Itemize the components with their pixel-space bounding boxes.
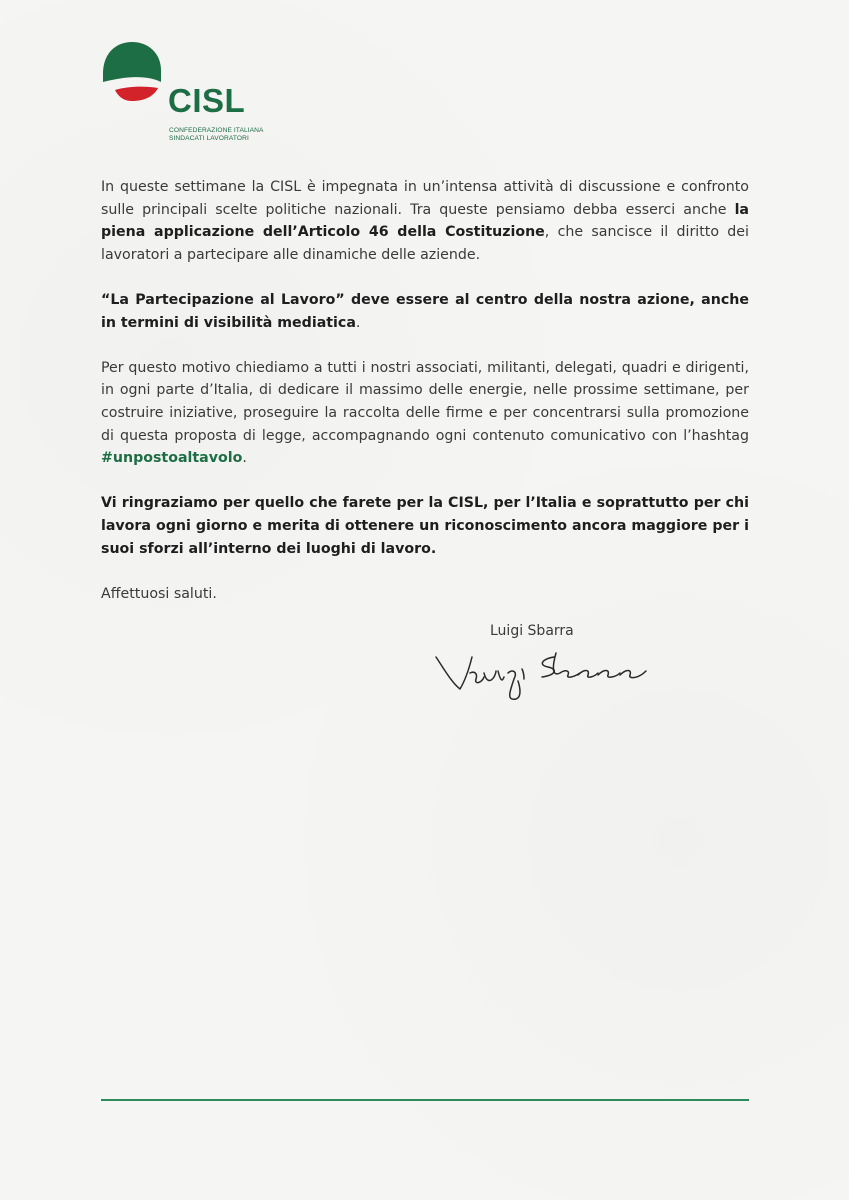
- logo-subtitle-line1: CONFEDERAZIONE ITALIANA: [169, 127, 264, 134]
- paragraph-3-end: .: [242, 450, 247, 467]
- paragraph-4: Vi ringraziamo per quello che farete per la CISL, per l’Italia e soprattutto per chi lavora ogni giorno e merita di ottenere un riconoscimento ancora maggiore per i suoi sforzi all’interno dei luoghi di lavoro.: [101, 495, 749, 557]
- paragraph-2-end: .: [355, 314, 361, 331]
- handwritten-signature-icon: [426, 643, 656, 703]
- cisl-wordmark: CISL: [168, 82, 246, 119]
- signature-block: [420, 623, 660, 713]
- signer-name: Luigi Sbarra: [490, 623, 574, 639]
- paragraph-2: [101, 289, 749, 334]
- cisl-logo-mark-icon: [101, 40, 163, 102]
- letter-body: [101, 176, 749, 628]
- logo-subtitle-line2: SINDACATI LAVORATORI: [169, 135, 249, 142]
- hashtag-link[interactable]: #unpostoaltavolo: [101, 450, 243, 467]
- paragraph-1: [101, 176, 749, 266]
- cisl-logo-subtitle: [169, 127, 264, 143]
- paragraph-3-text: Per questo motivo chiediamo a tutti i nostri associati, militanti, delegati, quadri e dirigenti, in ogni parte d’Italia, di dedicare il massimo delle energie, nelle prossime settimane, per costruire iniziative, proseguire la raccolta delle firme e per concentrarsi sulla promozione di questa proposta di legge, accompagnando ogni contenuto comunicativo con l’hashtag: [101, 359, 749, 444]
- closing-salutation: Affettuosi saluti.: [101, 585, 217, 602]
- paragraph-1-text-a: In queste settimane la CISL è impegnata in un’intensa attività di discussione e confronto sulle principali scelte politiche nazionali. Tra queste pensiamo debba esserci anche: [101, 179, 749, 218]
- footer-divider: [101, 1099, 749, 1101]
- paragraph-1-bold: la piena applicazione dell’Articolo 46 della Costituzione: [101, 201, 749, 241]
- paragraph-1-text-b: , che sancisce il diritto dei lavoratori a partecipare alle dinamiche delle aziende.: [101, 224, 749, 263]
- paragraph-2-bold: “La Partecipazione al Lavoro” deve essere al centro della nostra azione, anche in termini di visibilità mediatica: [101, 291, 749, 331]
- paragraph-3: [101, 357, 749, 470]
- cisl-logo: [101, 40, 281, 142]
